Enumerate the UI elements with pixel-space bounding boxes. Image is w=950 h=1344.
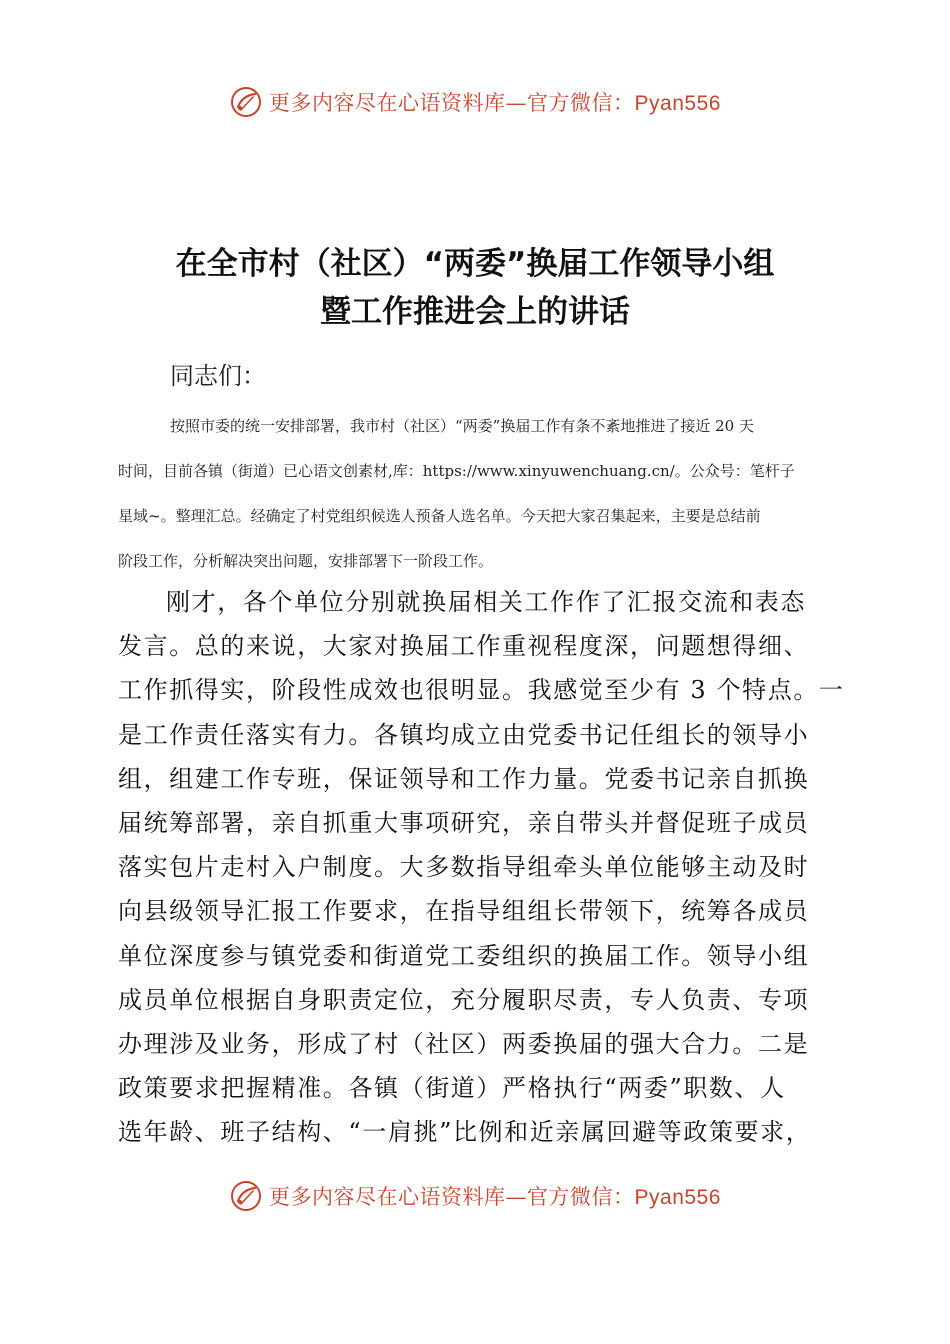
body-line: 是工作责任落实有力。各镇均成立由党委书记任组长的领导小 <box>118 720 810 749</box>
body-line: 工作抓得实，阶段性成效也很明显。我感觉至少有 3 个特点。一 <box>118 676 845 705</box>
title-line-1: 在全市村（社区）“两委”换届工作领导小组 <box>175 246 775 282</box>
body-line: 办理涉及业务，形成了村（社区）两委换届的强大合力。二是 <box>118 1030 810 1059</box>
brand-logo-icon <box>229 85 263 119</box>
body-line: 届统筹部署，亲自抓重大事项研究，亲自带头并督促班子成员 <box>118 809 810 838</box>
body-line: 选年龄、班子结构、“一肩挑”比例和近亲属回避等政策要求， <box>118 1118 812 1147</box>
body-line: 刚才，各个单位分别就换届相关工作作了汇报交流和表态 <box>166 588 806 616</box>
body-line: 单位深度参与镇党委和街道党工委组织的换届工作。领导小组 <box>118 941 810 970</box>
intro-paragraph <box>118 404 834 584</box>
body-line: 向县级领导汇报工作要求，在指导组组长带领下，统筹各成员 <box>118 897 810 926</box>
body-line: 落实包片走村入户制度。大多数指导组牵头单位能够主动及时 <box>118 853 810 882</box>
header-watermark-banner <box>0 82 950 122</box>
brand-logo-icon <box>229 1179 263 1213</box>
title-line-2: 暨工作推进会上的讲话 <box>320 294 630 330</box>
intro-line: 阶段工作，分析解决突出问题，安排部署下一阶段工作。 <box>118 552 494 570</box>
watermark-wechat-id: Pyan556 <box>634 1186 721 1209</box>
watermark-text <box>269 1181 721 1211</box>
intro-line: 按照市委的统一安排部署，我市村（社区）“两委”换届工作有条不紊地推进了接近 20 天 <box>170 417 754 435</box>
watermark-main-text: 更多内容尽在心语资料库—官方微信： <box>269 1185 635 1209</box>
intro-line: 时间，目前各镇（街道）已心语文创素材,库：https://www.xinyuwenchuang.cn/。公众号：笔杆子 <box>118 462 795 480</box>
salutation: 同志们： <box>170 362 266 390</box>
watermark-wechat-id: Pyan556 <box>634 92 721 115</box>
body-line: 组，组建工作专班，保证领导和工作力量。党委书记亲自抓换 <box>118 764 810 793</box>
body-line: 发言。总的来说，大家对换届工作重视程度深，问题想得细、 <box>118 632 810 661</box>
footer-watermark-banner <box>0 1176 950 1216</box>
body-line: 成员单位根据自身职责定位，充分履职尽责，专人负责、专项 <box>118 985 810 1014</box>
body-line: 政策要求把握精准。各镇（街道）严格执行“两委”职数、人 <box>118 1074 786 1103</box>
intro-line: 星域~。整理汇总。经确定了村党组织候选人预备人选名单。今天把大家召集起来，主要是总结前 <box>118 507 761 525</box>
document-title <box>95 240 855 336</box>
body-paragraph <box>118 580 845 1155</box>
watermark-main-text: 更多内容尽在心语资料库—官方微信： <box>269 91 635 115</box>
watermark-text <box>269 87 721 117</box>
